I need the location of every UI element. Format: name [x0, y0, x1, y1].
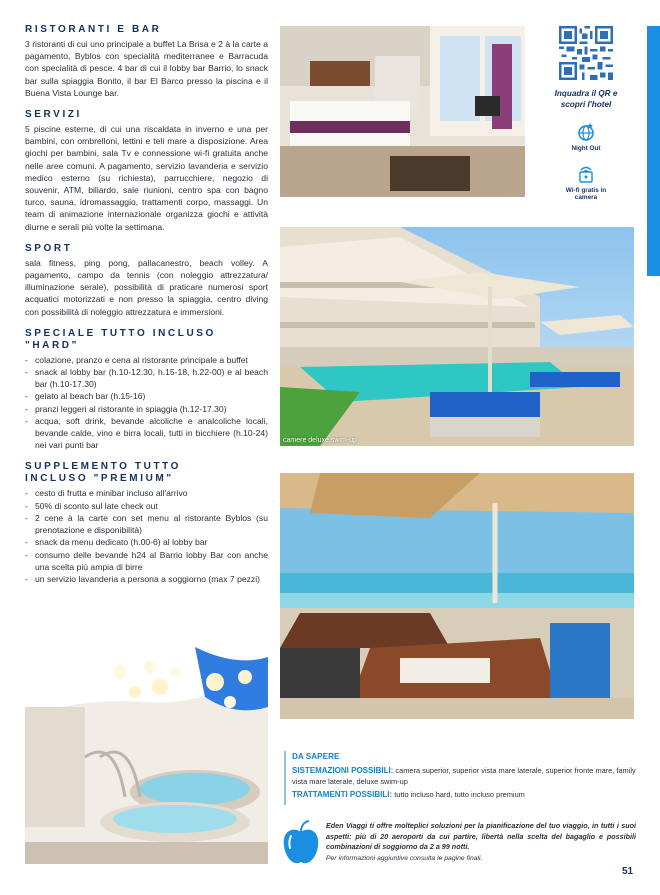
list-item: - cesto di frutta e minibar incluso all'arrivo: [25, 487, 268, 499]
photo-caption: camere deluxe swim-up: [283, 437, 357, 444]
feature-night-out: [556, 122, 616, 152]
list-item: - un servizio lavanderia a persona a soggiorno (max 7 pezzi): [25, 573, 268, 585]
section-body: sala fitness, ping pong, pallacanestro, beach volley. A pagamento, campo da tennis (con noleggio attrezzatura/ illuminazione serale), possibilità di praticare numerosi sport acquatici motorizzati e non presso la spiaggia, centro diving con possibilità di noleggio attrezzatura e immersioni.: [25, 257, 268, 317]
section-title: SPORT: [25, 242, 73, 254]
info-key: SISTEMAZIONI POSSIBILI:: [292, 766, 394, 775]
list-item: - acqua, soft drink, bevande alcoliche e analcoliche locali, bevande calde, vino e birra locali, tutti in bicchiere (h.10-24) nei vari punti bar: [25, 415, 268, 452]
room-photo: [280, 26, 525, 197]
info-accent-bar: [284, 751, 286, 805]
section-title: SPECIALE TUTTO INCLUSO "HARD": [25, 327, 216, 351]
list-item: - 50% di sconto sul late check out: [25, 500, 268, 512]
info-heading: DA SAPERE: [292, 752, 340, 761]
spa-photo: [25, 647, 268, 864]
info-value: tutto incluso hard, tutto incluso premium: [394, 790, 525, 799]
info-value: camera superior, superior vista mare laterale, superior fronte mare, family vista mare laterale, deluxe swim-up: [292, 766, 636, 786]
eden-apple-logo: [282, 820, 320, 866]
list-item: - snack da menu dedicato (h.00-6) al lobby bar: [25, 536, 268, 548]
supplemento-list: [25, 487, 268, 585]
feature-label: Night Out: [571, 145, 601, 152]
text-column: [25, 24, 268, 595]
list-item: - 2 cene à la carte con set menu al ristorante Byblos (su prenotazione e disponibilità): [25, 512, 268, 536]
section-body: 3 ristoranti di cui uno principale a buffet La Brisa e 2 à la carte a pagamento, Byblos con specialità mediterranee e Barracuda con specialità di pesce. 4 bar di cui il lobby bar Barrio, lo snack bar sulla spiaggia Bonito, il bar El Barco presso la piscina e il Buena Vista Lounge bar.: [25, 39, 268, 98]
page-number: 51: [622, 866, 634, 877]
globe-night-icon: [576, 122, 596, 142]
list-item: - consumo delle bevande h24 al Barrio lobby Bar con anche una scelta più ampia di birre: [25, 549, 268, 573]
section-supplemento-premium: [25, 461, 268, 585]
list-item: - snack al lobby bar (h.10-12.30, h.15-18, h.22-00) e al beach bar (h.10-17.30): [25, 366, 268, 390]
list-item: - pranzi leggeri al ristorante in spiaggia (h.12-17.30): [25, 403, 268, 415]
info-da-sapere: [292, 751, 642, 800]
feature-label: Wi-fi gratis in camera: [565, 187, 607, 202]
info-row-sistemazioni: [292, 765, 642, 787]
section-ristoranti: [25, 24, 268, 99]
info-key: TRATTAMENTI POSSIBILI:: [292, 790, 393, 799]
pool-photo: [280, 227, 634, 446]
list-item: - colazione, pranzo e cena al ristorante principale a buffet: [25, 354, 268, 366]
beach-restaurant-photo: [280, 473, 634, 719]
qr-code[interactable]: [559, 26, 613, 80]
eden-text-block: [326, 821, 636, 864]
section-speciale-hard: [25, 328, 268, 452]
info-row-trattamenti: [292, 789, 642, 800]
wifi-icon: [576, 164, 596, 184]
qr-label: Inquadra il QR e scopri l'hotel: [554, 89, 618, 109]
eden-text: Eden Viaggi ti offre molteplici soluzioni per la pianificazione del tuo viaggio, in tutti i suoi aspetti: più di 20 aeroporti da cui partire, libertà nella scelta del bagaglio e possibili combinazioni di soggiorno da 2 a 99 notti.: [326, 821, 636, 852]
feature-wifi: [556, 164, 616, 202]
speciale-list: [25, 354, 268, 452]
section-title: RISTORANTI E BAR: [25, 24, 162, 35]
section-title: SERVIZI: [25, 109, 82, 121]
list-item: - gelato al beach bar (h.15-16): [25, 390, 268, 402]
section-sport: [25, 243, 268, 318]
section-title: SUPPLEMENTO TUTTO INCLUSO "PREMIUM": [25, 461, 182, 485]
section-body: 5 piscine esterne, di cui una riscaldata in inverno e una per bambini, con ombrelloni, lettini e teli mare a disposizione. Area giochi per bambini, sala Tv e connessione wi-fi gratuita anche nelle aree comuni. A pagamento, servizio lavanderia e servizio medico esterno (su richiesta), parrucchiere, negozio di souvenir, ATM, biliardo, sale riunioni, centro spa con bagno turco, sauna, idromassaggio, trattamenti corpo, massaggi. Un team di animazione internazionale organizza giochi e attività diurne e serali più volte la settimana.: [25, 124, 268, 232]
eden-note: Per informazioni aggiuntive consulta le pagine finali.: [326, 854, 483, 862]
page-tab-marker: [647, 26, 660, 276]
section-servizi: [25, 109, 268, 233]
